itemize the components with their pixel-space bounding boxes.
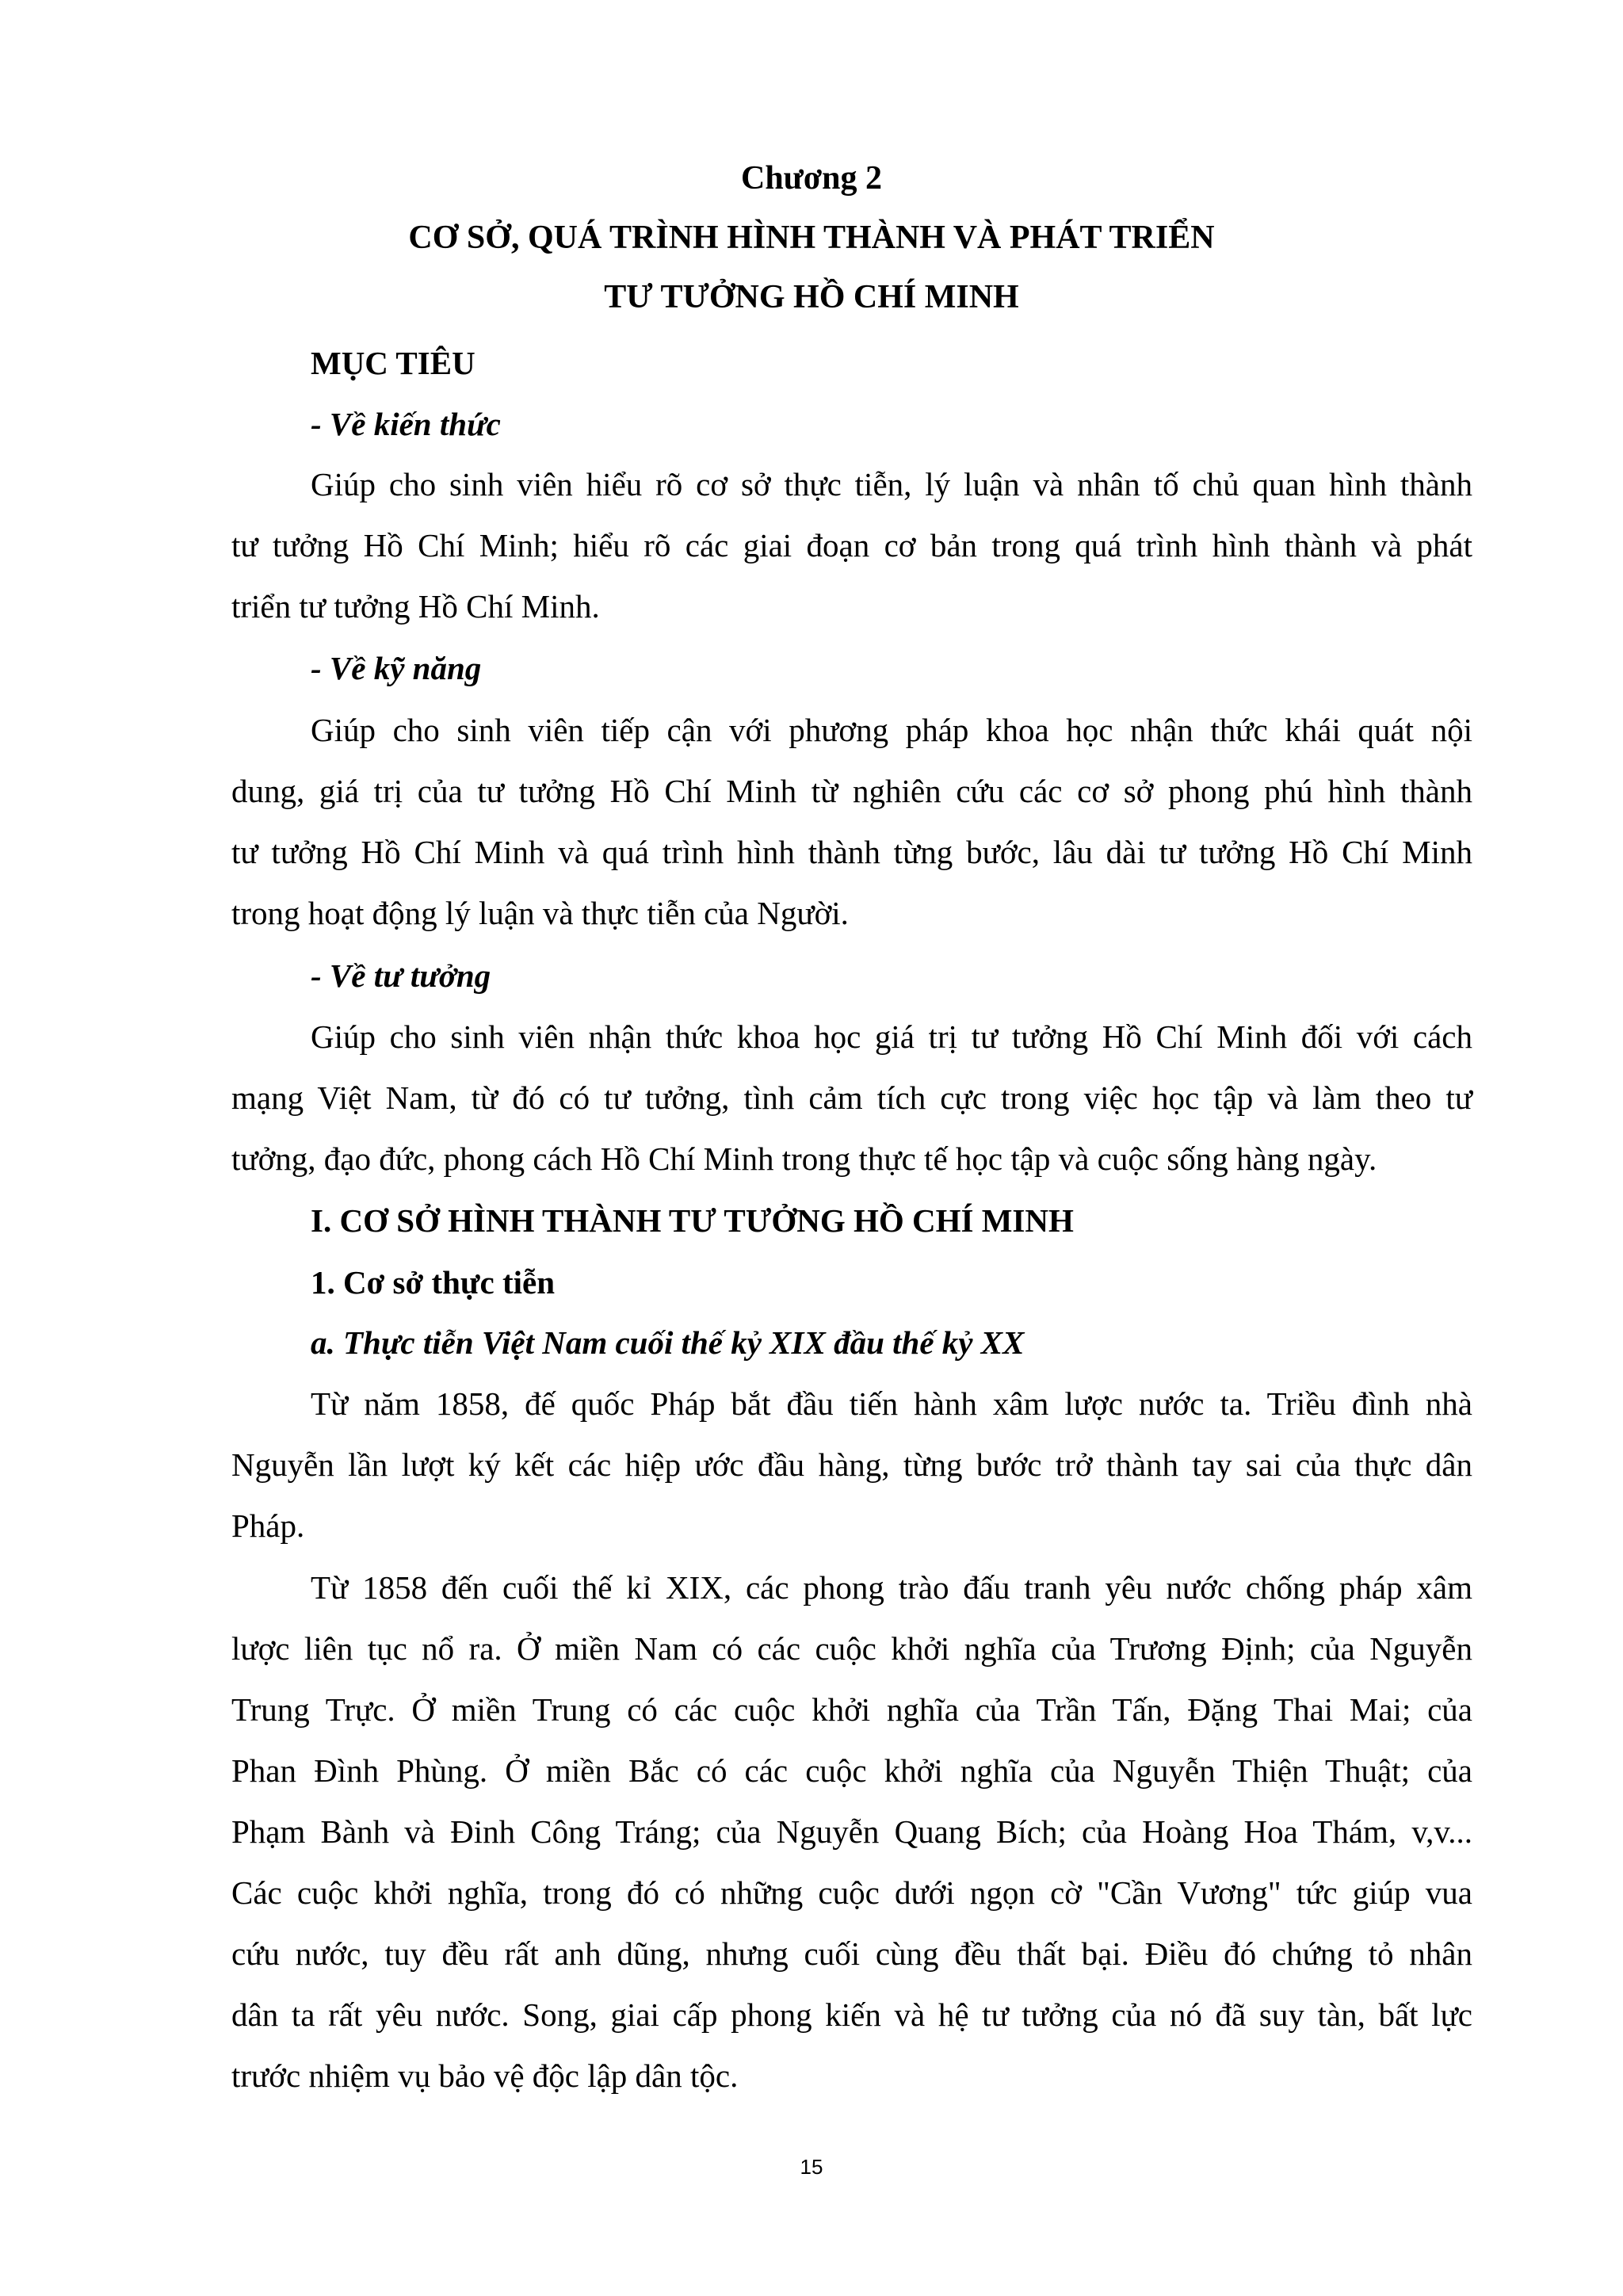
body-paragraph-2 (231, 1557, 1472, 2107)
body-paragraph-1 (231, 1373, 1472, 1557)
ideology-paragraph (231, 1007, 1472, 1190)
paragraph-line: triển tư tưởng Hồ Chí Minh. (231, 588, 600, 625)
paragraph-line: tư tưởng Hồ Chí Minh; hiểu rõ các giai đoạn cơ bản trong quá trình hình thành và phát (231, 527, 1472, 563)
paragraph-line: lược liên tục nổ ra. Ở miền Nam có các cuộc khởi nghĩa của Trương Định; của Nguyễn (231, 1630, 1472, 1667)
paragraph-line: Trung Trực. Ở miền Trung có các cuộc khởi nghĩa của Trần Tấn, Đặng Thai Mai; của (231, 1691, 1472, 1728)
chapter-title-line1: CƠ SỞ, QUÁ TRÌNH HÌNH THÀNH VÀ PHÁT TRIỂN (408, 220, 1215, 256)
paragraph-line: mạng Việt Nam, từ đó có tư tưởng, tình cảm tích cực trong việc học tập và làm theo tư (231, 1079, 1472, 1116)
section-heading: I. CƠ SỞ HÌNH THÀNH TƯ TƯỞNG HỒ CHÍ MINH (311, 1202, 1074, 1239)
knowledge-paragraph (231, 454, 1472, 637)
paragraph-line: Pháp. (231, 1507, 305, 1544)
paragraph-line: tư tưởng Hồ Chí Minh và quá trình hình thành từng bước, lâu dài tư tưởng Hồ Chí Minh (231, 834, 1472, 870)
paragraph-line: Giúp cho sinh viên nhận thức khoa học giá trị tư tưởng Hồ Chí Minh đối với cách (311, 1018, 1472, 1055)
chapter-title-line2: TƯ TƯỞNG HỒ CHÍ MINH (604, 279, 1019, 315)
paragraph-line: Phạm Bành và Đinh Công Tráng; của Nguyễn Quang Bích; của Hoàng Hoa Thám, v,v... (231, 1813, 1472, 1850)
subsection-heading: 1. Cơ sở thực tiễn (311, 1264, 556, 1301)
paragraph-line: Giúp cho sinh viên tiếp cận với phương pháp khoa học nhận thức khái quát nội (311, 712, 1472, 748)
paragraph-line: Nguyễn lần lượt ký kết các hiệp ước đầu hàng, từng bước trở thành tay sai của thực dân (231, 1446, 1472, 1483)
paragraph-line: Các cuộc khởi nghĩa, trong đó có những cuộc dưới ngọn cờ "Cần Vương" tức giúp vua (231, 1874, 1472, 1911)
paragraph-line: Từ 1858 đến cuối thế kỉ XIX, các phong trào đấu tranh yêu nước chống pháp xâm (311, 1569, 1472, 1606)
page-number: 15 (800, 2155, 823, 2179)
paragraph-line: tưởng, đạo đức, phong cách Hồ Chí Minh trong thực tế học tập và cuộc sống hàng ngày. (231, 1140, 1377, 1177)
paragraph-line: dân ta rất yêu nước. Song, giai cấp phong kiến và hệ tư tưởng của nó đã suy tàn, bất lực (231, 1996, 1472, 2033)
subsubsection-heading: a. Thực tiễn Việt Nam cuối thế kỷ XIX đầu thế kỷ XX (311, 1324, 1025, 1361)
paragraph-line: cứu nước, tuy đều rất anh dũng, nhưng cuối cùng đều thất bại. Điều đó chứng tỏ nhân (231, 1935, 1472, 1972)
paragraph-line: trong hoạt động lý luận và thực tiễn của Người. (231, 895, 849, 931)
knowledge-heading: - Về kiến thức (311, 406, 501, 442)
ideology-heading: - Về tư tưởng (311, 957, 491, 994)
paragraph-line: Giúp cho sinh viên hiểu rõ cơ sở thực tiễn, lý luận và nhân tố chủ quan hình thành (311, 466, 1472, 502)
paragraph-line: Phan Đình Phùng. Ở miền Bắc có các cuộc khởi nghĩa của Nguyễn Thiện Thuật; của (231, 1752, 1472, 1789)
skills-paragraph (231, 700, 1472, 944)
chapter-label: Chương 2 (740, 160, 882, 197)
paragraph-line: trước nhiệm vụ bảo vệ độc lập dân tộc. (231, 2057, 739, 2094)
paragraph-line: Từ năm 1858, đế quốc Pháp bắt đầu tiến hành xâm lược nước ta. Triều đình nhà (311, 1385, 1472, 1422)
paragraph-line: dung, giá trị của tư tưởng Hồ Chí Minh từ nghiên cứu các cơ sở phong phú hình thành (231, 773, 1472, 809)
objectives-heading: MỤC TIÊU (311, 345, 475, 381)
skills-heading: - Về kỹ năng (311, 650, 482, 686)
